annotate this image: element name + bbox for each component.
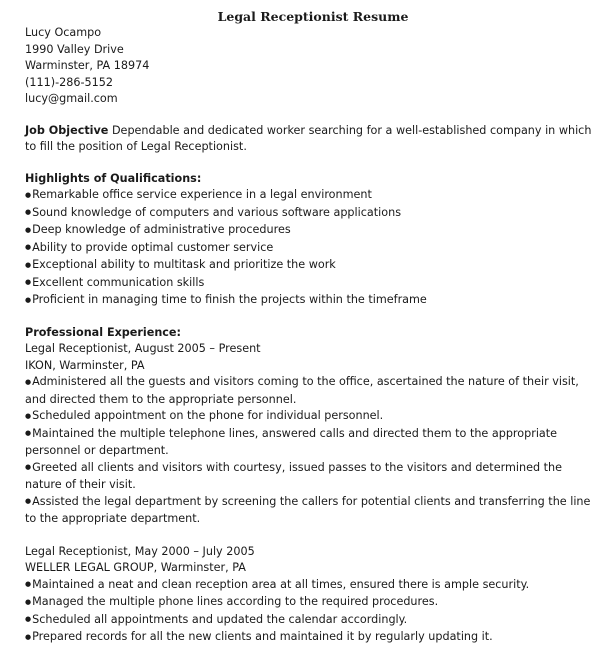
contact-phone: (111)-286-5152 [25,75,113,89]
job-title: Legal Receptionist, May 2000 – July 2005 [25,544,255,558]
contact-street: 1990 Valley Drive [25,42,124,56]
job-duty: ● Maintained the multiple telephone lines, answered calls and directed them to the appropriate personnel or department. [25,426,600,460]
qualification-item: ● Remarkable office service experience in a legal environment [25,187,600,205]
experience-heading: Professional Experience: [25,325,181,339]
qualification-item: ● Ability to provide optimal customer service [25,240,600,258]
job-duty: ● Prepared records for all the new clients and maintained it by regularly updating it. [25,629,600,647]
job-entry [25,341,600,528]
qualification-item: ● Deep knowledge of administrative procedures [25,222,600,240]
job-duty: ● Greeted all clients and visitors with courtesy, issued passes to the visitors and determined the nature of their visit. [25,460,600,494]
job-company: WELLER LEGAL GROUP, Warminster, PA [25,561,246,574]
job-objective-text: Dependable and dedicated worker searching for a well-established company in which to fill the position of Legal Receptionist. [25,123,592,153]
job-duty: ● Managed the multiple phone lines according to the required procedures. [25,594,600,612]
job-duty: ● Scheduled all appointments and updated the calendar accordingly. [25,612,600,630]
job-title: Legal Receptionist, August 2005 – Present [25,342,261,355]
resume-body [25,25,600,647]
job-duty: ● Scheduled appointment on the phone for individual personnel. [25,408,600,426]
qualification-item: ● Sound knowledge of computers and various software applications [25,205,600,223]
qualifications-section [25,171,600,310]
job-objective-label: Job Objective [25,123,109,137]
qualifications-heading: Highlights of Qualifications: [25,171,202,185]
contact-block [25,25,600,108]
qualification-item: ● Proficient in managing time to finish the projects within the timeframe [25,292,600,310]
job-entry [25,544,600,647]
experience-section [25,325,600,647]
job-objective [25,123,600,156]
job-duty: ● Assisted the legal department by screening the callers for potential clients and transferring the line to the appropriate department. [25,494,600,528]
contact-name: Lucy Ocampo [25,26,102,39]
document-title: Legal Receptionist Resume [217,9,409,24]
job-company: IKON, Warminster, PA [25,358,145,372]
job-duty: ● Maintained a neat and clean reception area at all times, ensured there is ample security. [25,577,600,595]
contact-city: Warminster, PA 18974 [25,59,150,72]
job-duty: ● Administered all the guests and visitors coming to the office, ascertained the nature of their visit, and directed them to the appropriate personnel. [25,374,600,408]
contact-email: lucy@gmail.com [25,92,118,105]
qualification-item: ● Exceptional ability to multitask and prioritize the work [25,257,600,275]
qualification-item: ● Excellent communication skills [25,275,600,293]
